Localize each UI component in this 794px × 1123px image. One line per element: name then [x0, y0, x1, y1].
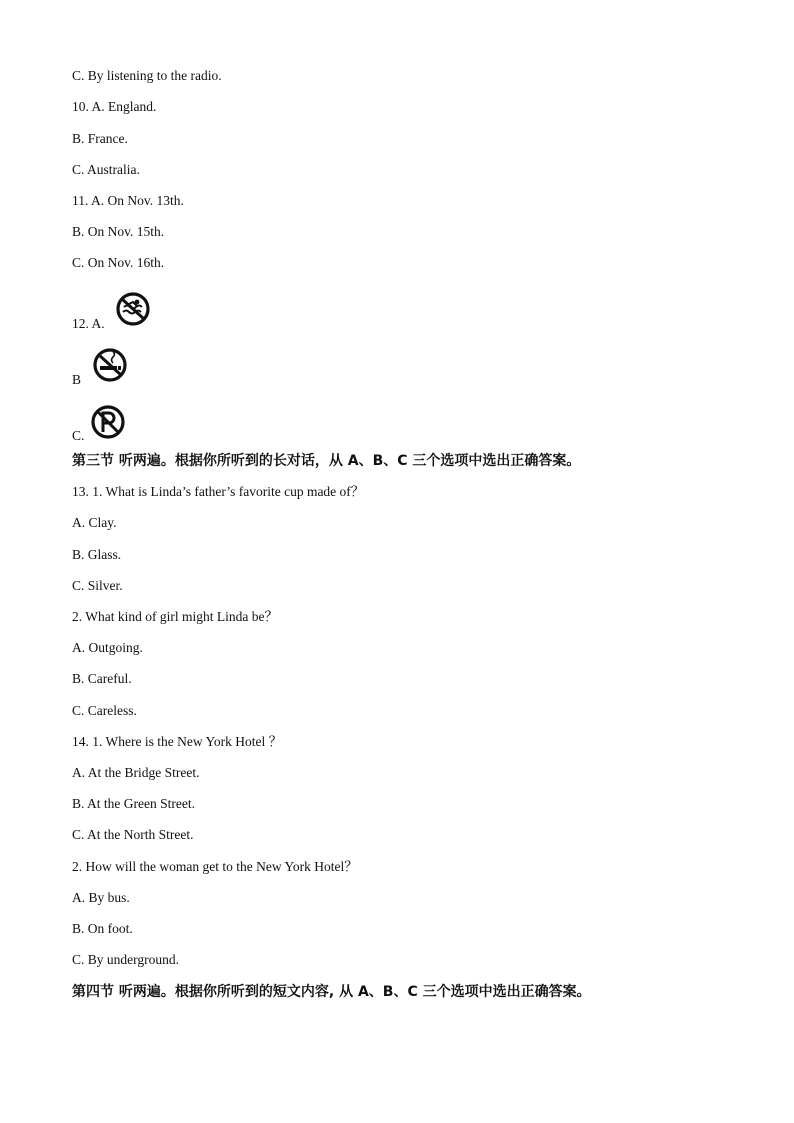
q14-2-question: 2. How will the woman get to the New York Hotel？ [72, 859, 358, 874]
q13-1-question: 13. 1. What is Linda’s father’s favorite cup made of？ [72, 484, 365, 499]
q12-option-b: B [72, 372, 82, 387]
q12-option-a: 12. A. [72, 316, 105, 331]
no-smoking-icon [91, 347, 129, 383]
q14-1-option-a: A. At the Bridge Street. [72, 765, 200, 780]
no-parking-icon [90, 404, 126, 440]
q13-1-option-c: C. Silver. [72, 578, 123, 593]
q14-1-option-b: B. At the Green Street. [72, 796, 195, 811]
q13-1-option-b: B. Glass. [72, 547, 122, 562]
q14-2-option-c: C. By underground. [72, 952, 179, 967]
q11-option-c: C. On Nov. 16th. [72, 255, 165, 270]
q14-1-option-c: C. At the North Street. [72, 827, 194, 842]
q14-1-question: 14. 1. Where is the New York Hotel ？ [72, 734, 283, 749]
section-4-heading: 第四节 听两遍。根据你所听到的短文内容, 从 A、B、C 三个选项中选出正确答案。 [72, 984, 591, 1000]
q10-option-c: C. Australia. [72, 162, 140, 177]
section-3-heading: 第三节 听两遍。根据你所听到的长对话，从 A、B、C 三个选项中选出正确答案。 [72, 453, 581, 469]
q10-option-b: B. France. [72, 131, 128, 146]
q10-option-a: 10. A. England. [72, 99, 157, 114]
q11-option-b: B. On Nov. 15th. [72, 224, 165, 239]
q13-2-option-c: C. Careless. [72, 703, 137, 718]
q13-2-question: 2. What kind of girl might Linda be？ [72, 609, 278, 624]
q12-option-c: C. [72, 428, 85, 443]
q13-2-option-b: B. Careful. [72, 671, 132, 686]
q11-option-a: 11. A. On Nov. 13th. [72, 193, 184, 208]
q9-option-c: C. By listening to the radio. [72, 68, 222, 83]
q13-2-option-a: A. Outgoing. [72, 640, 143, 655]
q14-2-option-a: A. By bus. [72, 890, 130, 905]
no-swimming-icon [114, 291, 152, 327]
q13-1-option-a: A. Clay. [72, 515, 117, 530]
q14-2-option-b: B. On foot. [72, 921, 133, 936]
